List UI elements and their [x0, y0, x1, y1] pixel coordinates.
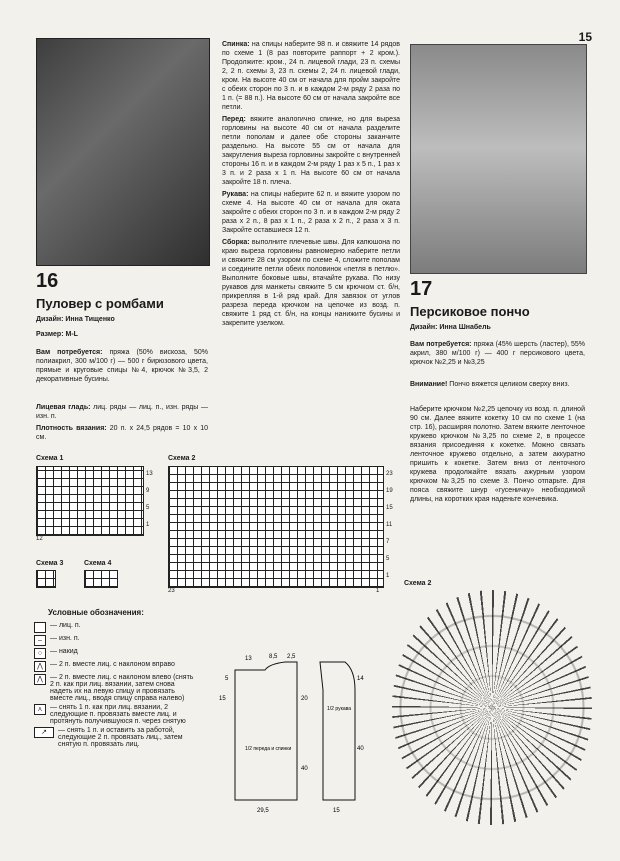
purl-symbol: – [34, 635, 46, 646]
stitch-text: лиц. ряды — лиц. п., изн. ряды — изн. п. [36, 404, 208, 420]
legend-text: — снять 1 п. и оставить за работой, следующие 2 п. провязать лиц., затем снятую п. провязать лиц. [58, 727, 183, 748]
front-label: Перед: [222, 116, 246, 123]
assembly-text: выполните плечевые швы. Для капюшона по краю выреза горловины равномерно наберите петли и свяжите 28 см узором по схеме 4, сложите пополам и соедините петли обеих половинок «петля в петлю». Выполните боковые швы, втачайте рукава. По низу рукавов для манжеты свяжите 5 см крючком ст. б/н, прикрепляя в 1-й ряд край. Для завязок от углов разреза переда крючком на цепочке из возд. п. свяжите 1 ряд ст. б/н, на концы нанижите бусины и закрепите узелком. [222, 239, 400, 327]
s1-row: 5 [146, 505, 150, 511]
legend-list [34, 622, 194, 750]
yarn-over-symbol: ○ [34, 648, 46, 659]
item-title-16: Пуловер с ромбами [36, 296, 164, 311]
stitch-16 [36, 403, 208, 421]
scheme-2-label: Схема 2 [168, 455, 196, 462]
front-back-outline [235, 662, 297, 800]
legend-text: — 2 п. вместе лиц. с наклоном вправо [50, 661, 175, 668]
scheme-2-bottom-right: 1 [376, 588, 380, 594]
back-text: на спицы наберите 98 п. и свяжите 14 рядов по схеме 1 (8 раз повторите раппорт + 2 кром.). Продолжите: кром., 24 п. лицевой глади, 23 п. схемы 2, 2 п. схемы 3, 23 п. схемы 2, 24 п. лицевой глади, кром. На высоте 40 см от начала для пройм закройте с обеих сторон по 3 п. и в каждом 2-м ряду 2 раза по 1 п. (= 88 п.). На высоте 60 см от начала закройте все петли. [222, 41, 401, 111]
materials-16 [36, 348, 208, 384]
s2-row: 5 [386, 556, 390, 562]
dim-29-5: 29,5 [257, 808, 269, 814]
instructions-col2 [222, 40, 400, 328]
density-text: 20 п. х 24,5 рядов = 10 х 10 см. [36, 425, 208, 441]
item-number-16: 16 [36, 270, 59, 292]
s2-row: 1 [386, 573, 390, 579]
legend-title: Условные обозначения: [48, 608, 144, 617]
scheme-1-chart [36, 466, 144, 536]
item-title-17: Персиковое пончо [410, 304, 530, 319]
legend-item [34, 648, 194, 659]
sk2p-symbol: ⋏ [34, 704, 46, 715]
sleeve-label: Рукава: [222, 191, 249, 198]
front-text: вяжите аналогично спинке, но для выреза горловины на высоте 40 см от начала разделите петли пополам и далее обе стороны заканчите раздельно. На высоте 55 см от начала для закругления выреза горловины закройте с внутренней стороны 16 п. и в каждом 2-м ряду 1 раз х 5 п., 1 раз х 3 п. и 2 раза х 1 п. На высоте 60 см от начала закройте 18 п. плеча. [222, 116, 400, 186]
scheme-1-row-numbers [146, 466, 153, 534]
scheme-2-row-numbers [386, 466, 393, 585]
dim-2-5: 2,5 [287, 654, 296, 660]
attention-text: Пончо вяжется целиком сверху вниз. [449, 381, 570, 388]
s1-row: 1 [146, 522, 150, 528]
stitch-label: Лицевая гладь: [36, 404, 91, 411]
size-16: Размер: M-L [36, 331, 78, 338]
design-credit-16: Дизайн: Инна Тищенко [36, 316, 115, 323]
model-photo-pullover [36, 38, 210, 266]
body-17: Наберите крючком №2,25 цепочку из возд. п. длиной 90 см. Далее вяжите кокетку 10 см по схеме 1 (на стр. 16), расширяя полотно. Затем вяжите ленточное кружево крючком №3,25 по схеме 2, в процессе вязания присоединяя к кокетке. Можно связать ленточное кружево отдельно, а затем аккуратно пришить к кокетке. Затем вниз от ленточного кружева продолжайте вязать ажурным узором крючком №3,25 по схеме 3. Пончо отпарьте. Для пояса свяжите шнур «гусеничку» необходимой длины, на коротких края наденьте кончевика. [410, 406, 585, 503]
sleeve-outline [320, 662, 355, 800]
scheme-2-crochet-label: Схема 2 [404, 580, 432, 587]
dim-8-5: 8,5 [269, 654, 278, 660]
knit-symbol [34, 622, 46, 633]
dim-13: 13 [245, 656, 252, 662]
density-label: Плотность вязания: [36, 425, 107, 432]
page-number: 15 [578, 30, 592, 44]
assembly-label: Сборка: [222, 239, 250, 246]
attention-label: Внимание! [410, 381, 448, 388]
dim-14: 14 [357, 676, 364, 682]
s2-row: 19 [386, 488, 393, 494]
cross-symbol: ↗ [34, 727, 54, 738]
s2-row: 7 [386, 539, 390, 545]
attention-17 [410, 380, 585, 389]
s1-row: 13 [146, 471, 153, 477]
legend-item [34, 661, 194, 672]
materials-text-17: пряжа (45% шерсть (ластер), 55% акрил, 380 м/100 г) — 400 г персикового цвета, крючок №2,25 и №3,25 [410, 341, 585, 366]
legend-item [34, 727, 194, 748]
materials-label: Вам потребуется: [36, 349, 103, 356]
legend-item [34, 674, 194, 702]
dim-15: 15 [219, 696, 226, 702]
legend-text: — накид [50, 648, 78, 655]
crochet-lace-diagram [392, 590, 592, 825]
scheme-4-label: Схема 4 [84, 560, 112, 567]
dim-40: 40 [301, 766, 308, 772]
s1-row: 9 [146, 488, 150, 494]
s2-row: 11 [386, 522, 393, 528]
legend-text: — изн. п. [50, 635, 80, 642]
legend-text: — снять 1 п. как при лиц. вязании, 2 следующие п. провязать вместе лиц. и протянуть получившуюся п. через снятую [50, 704, 186, 725]
scheme-4-chart [84, 570, 118, 588]
scheme-2-bottom-left: 23 [168, 588, 175, 594]
s2-row: 15 [386, 505, 393, 511]
dim-5: 5 [225, 676, 229, 682]
materials-17 [410, 340, 585, 367]
scheme-1-bottom-number: 12 [36, 536, 43, 542]
materials-text: пряжа (50% вискоза, 50% полиакрил, 300 м/100 г) — 500 г бирюзового цвета, прямые и круговые спицы №4, крючок №3,5, 2 декоративные бусины. [36, 349, 209, 383]
k2tog-right-symbol: ⋀ [34, 661, 46, 672]
sleeve-label: 1/2 рукава [327, 706, 352, 712]
model-photo-poncho [410, 44, 587, 274]
materials-label-17: Вам потребуется: [410, 341, 472, 348]
garment-pattern-drawing [205, 650, 370, 820]
item-number-17: 17 [410, 278, 433, 300]
density-16 [36, 424, 208, 442]
scheme-3-label: Схема 3 [36, 560, 64, 567]
dim-15-sleeve: 15 [333, 808, 340, 814]
scheme-1-label: Схема 1 [36, 455, 64, 462]
dim-40-sleeve: 40 [357, 746, 364, 752]
legend-item [34, 622, 194, 633]
legend-text: — лиц. п. [50, 622, 81, 629]
back-label: Спинка: [222, 41, 250, 48]
sleeve-text: на спицы наберите 62 п. и вяжите узором по схеме 4. На высоте 40 см от начала для оката закройте с обеих сторон по 3 п. и в каждом 2-м ряду 2 раза х 2 п., 8 раз х 1 п., 2 раза х 2 п., 2 раза х 3 п. Закройте оставшиеся 12 п. [222, 191, 400, 234]
design-credit-17: Дизайн: Инна Шнабель [410, 324, 491, 331]
k2tog-left-symbol: ⋀ [34, 674, 46, 685]
legend-text: — 2 п. вместе лиц. с наклоном влево (снять 2 п. как при лиц. вязании, затем снова надеть их на левую спицу и провязать вместе лиц., вводя спицу справа налево) [50, 674, 194, 702]
dim-20: 20 [301, 696, 308, 702]
legend-item [34, 635, 194, 646]
s2-row: 23 [386, 471, 393, 477]
scheme-2-chart [168, 466, 384, 588]
scheme-3-chart [36, 570, 56, 588]
front-back-label: 1/2 переда и спинки [245, 746, 292, 752]
legend-item [34, 704, 194, 725]
